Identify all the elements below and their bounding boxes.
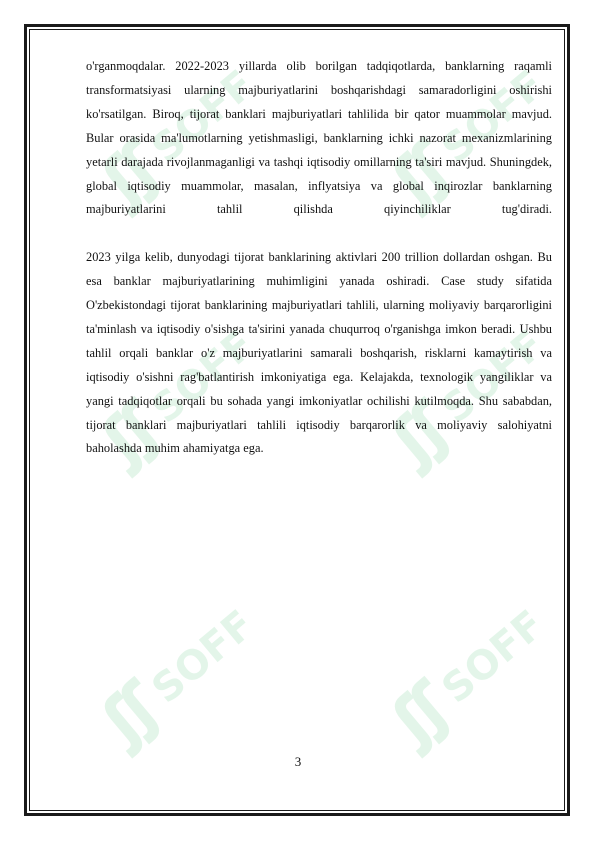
paragraph: o'rganmoqdalar. 2022-2023 yillarda olib borilgan tadqiqotlarda, banklarning raqamli transformatsiyasi ularning majburiyatlarini boshqarishdagi samaradorligini oshirishi ko'rsatilgan. Biroq, tijorat banklari majburiyatlari tahlilida bir qator muammolar mavjud. Bular orasida ma'lumotlarning yetishmasligi, banklarning ichki nazorat mexanizmlarining yetarli darajada rivojlanmaganligi va tashqi iqtisodiy omillarning ta'siri mavjud. Shuningdek, global iqtisodiy muammolar, masalan, inflyatsiya va global inqirozlar banklarning majburiyatlarini tahlil qilishda qiyinchiliklar tug'diradi. bbox=[86, 59, 552, 217]
svg-text:SOFF: SOFF bbox=[143, 61, 264, 173]
paragraph-spacer bbox=[86, 222, 552, 246]
svg-text:SOFF: SOFF bbox=[433, 61, 554, 173]
page-number: 3 bbox=[294, 754, 302, 769]
svg-text:SOFF: SOFF bbox=[143, 601, 264, 713]
svg-text:SOFF: SOFF bbox=[433, 601, 554, 713]
svg-text:SOFF: SOFF bbox=[143, 321, 264, 433]
svg-text:SOFF: SOFF bbox=[433, 321, 554, 433]
paragraph: 2023 yilga kelib, dunyodagi tijorat banklarining aktivlari 200 trillion dollardan oshgan. Bu esa banklar majburiyatlarining muhimligini yanada oshiradi. Case study sifatida O'zbekistondagi tijorat banklarining majburiyatlari tahlili, ularning moliyaviy barqarorligini ta'minlash va iqtisodiy o'sishga ta'sirini yanada chuqurroq o'rganishga imkon beradi. Ushbu tahlil orqali banklar o'z majburiyatlarini samarali boshqarish, risklarni kamaytirish va iqtisodiy o'sishni rag'batlantirish imkoniyatiga ega. Kelajakda, texnologik yangiliklar va yangi tadqiqotlar orqali bu sohada yangi imkoniyatlar ochilishi kutilmoqda. Shu sababdan, tijorat banklari majburiyatlari tahlili iqtisodiy barqarorlik va moliyaviy salohiyatni baholashda muhim ahamiyatga ega. bbox=[86, 250, 552, 456]
document-body bbox=[86, 55, 552, 461]
